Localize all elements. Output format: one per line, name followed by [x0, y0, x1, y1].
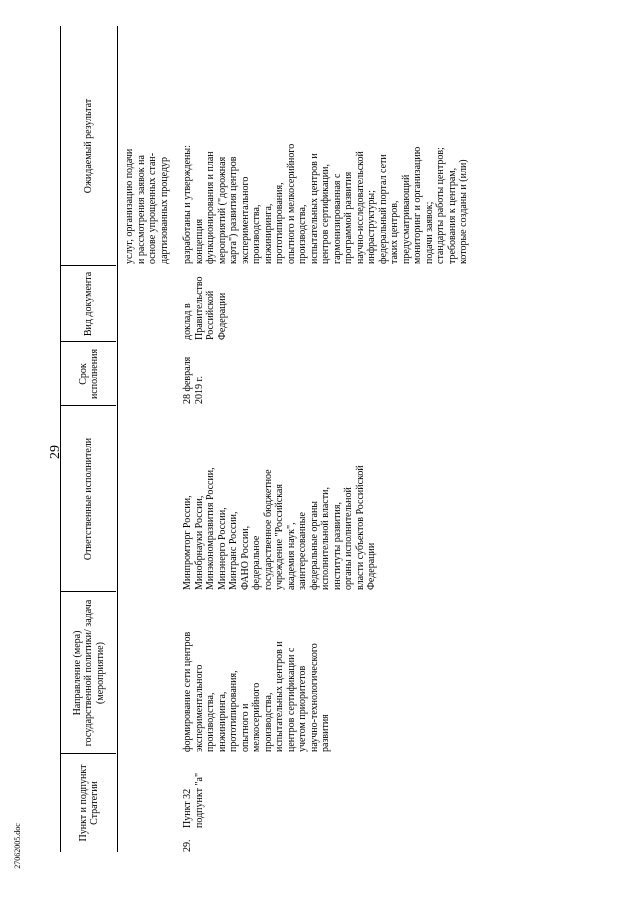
row-executors: Минпромторг России, Минобрнауки России, Минэкономразвития России, Минэнерго России, Минтранс России, ФАНО России, федеральное государственное бюджетное учреждение "Российская академия наук", заинтересованные федеральные органы исполнительной власти, институты развития, органы исполнительной власти субъектов Российской Федерации: [182, 465, 377, 590]
column-divider: [60, 405, 116, 406]
row-clause: Пункт 32 подпункт "а": [182, 772, 205, 828]
column-divider: [60, 753, 116, 754]
header-clause: Пункт и подпункт Стратегии: [77, 764, 100, 842]
footer-doc-code: 27062005.doc: [13, 823, 22, 869]
table-header: [60, 26, 118, 852]
column-divider: [60, 265, 116, 266]
header-measure: Направление (мера) государственной политики/ задача (мероприятие): [71, 599, 106, 747]
header-result: Ожидаемый результат: [83, 98, 95, 194]
column-divider: [60, 591, 116, 592]
header-executors: Ответственные исполнители: [83, 437, 95, 561]
header-document-type: Вид документа: [83, 271, 95, 337]
carry-over-result: услуг, организацию подачи и рассмотрения заявок на основе упрощенных стан- дартизованных процедур: [124, 148, 170, 264]
document-table: [60, 26, 572, 852]
row-deadline: 28 февраля 2019 г.: [182, 356, 205, 404]
page-number: 29: [48, 445, 63, 459]
header-deadline: Срок исполнения: [77, 348, 100, 400]
row-document-type: доклад в Правительство Российской Федерации: [182, 276, 228, 340]
column-divider: [60, 341, 116, 342]
row-number: 29.: [182, 839, 193, 852]
row-measure: формирование сети центров экспериментального производства, инжиниринга, прототипирования, опытного и мелкосерийного производства, испытательных центров и центров сертификации с учетом приоритетов научно-технологического развития: [182, 631, 331, 752]
row-result: разработаны и утверждены: концепция функционирования и план мероприятий ("дорожная карта") развития центров экспериментального производства, инжиниринга, прототипирования, опытного и мелкосерийного производства, испытательных центров и центров сертификации, гармонизированная с программой развития научно-исследовательской инфраструктуры; федеральный портал сети таких центров, предусматривающий мониторинг и организацию подачи заявок; стандарты работы центров; требования к центрам, которые созданы и (или): [182, 143, 469, 264]
